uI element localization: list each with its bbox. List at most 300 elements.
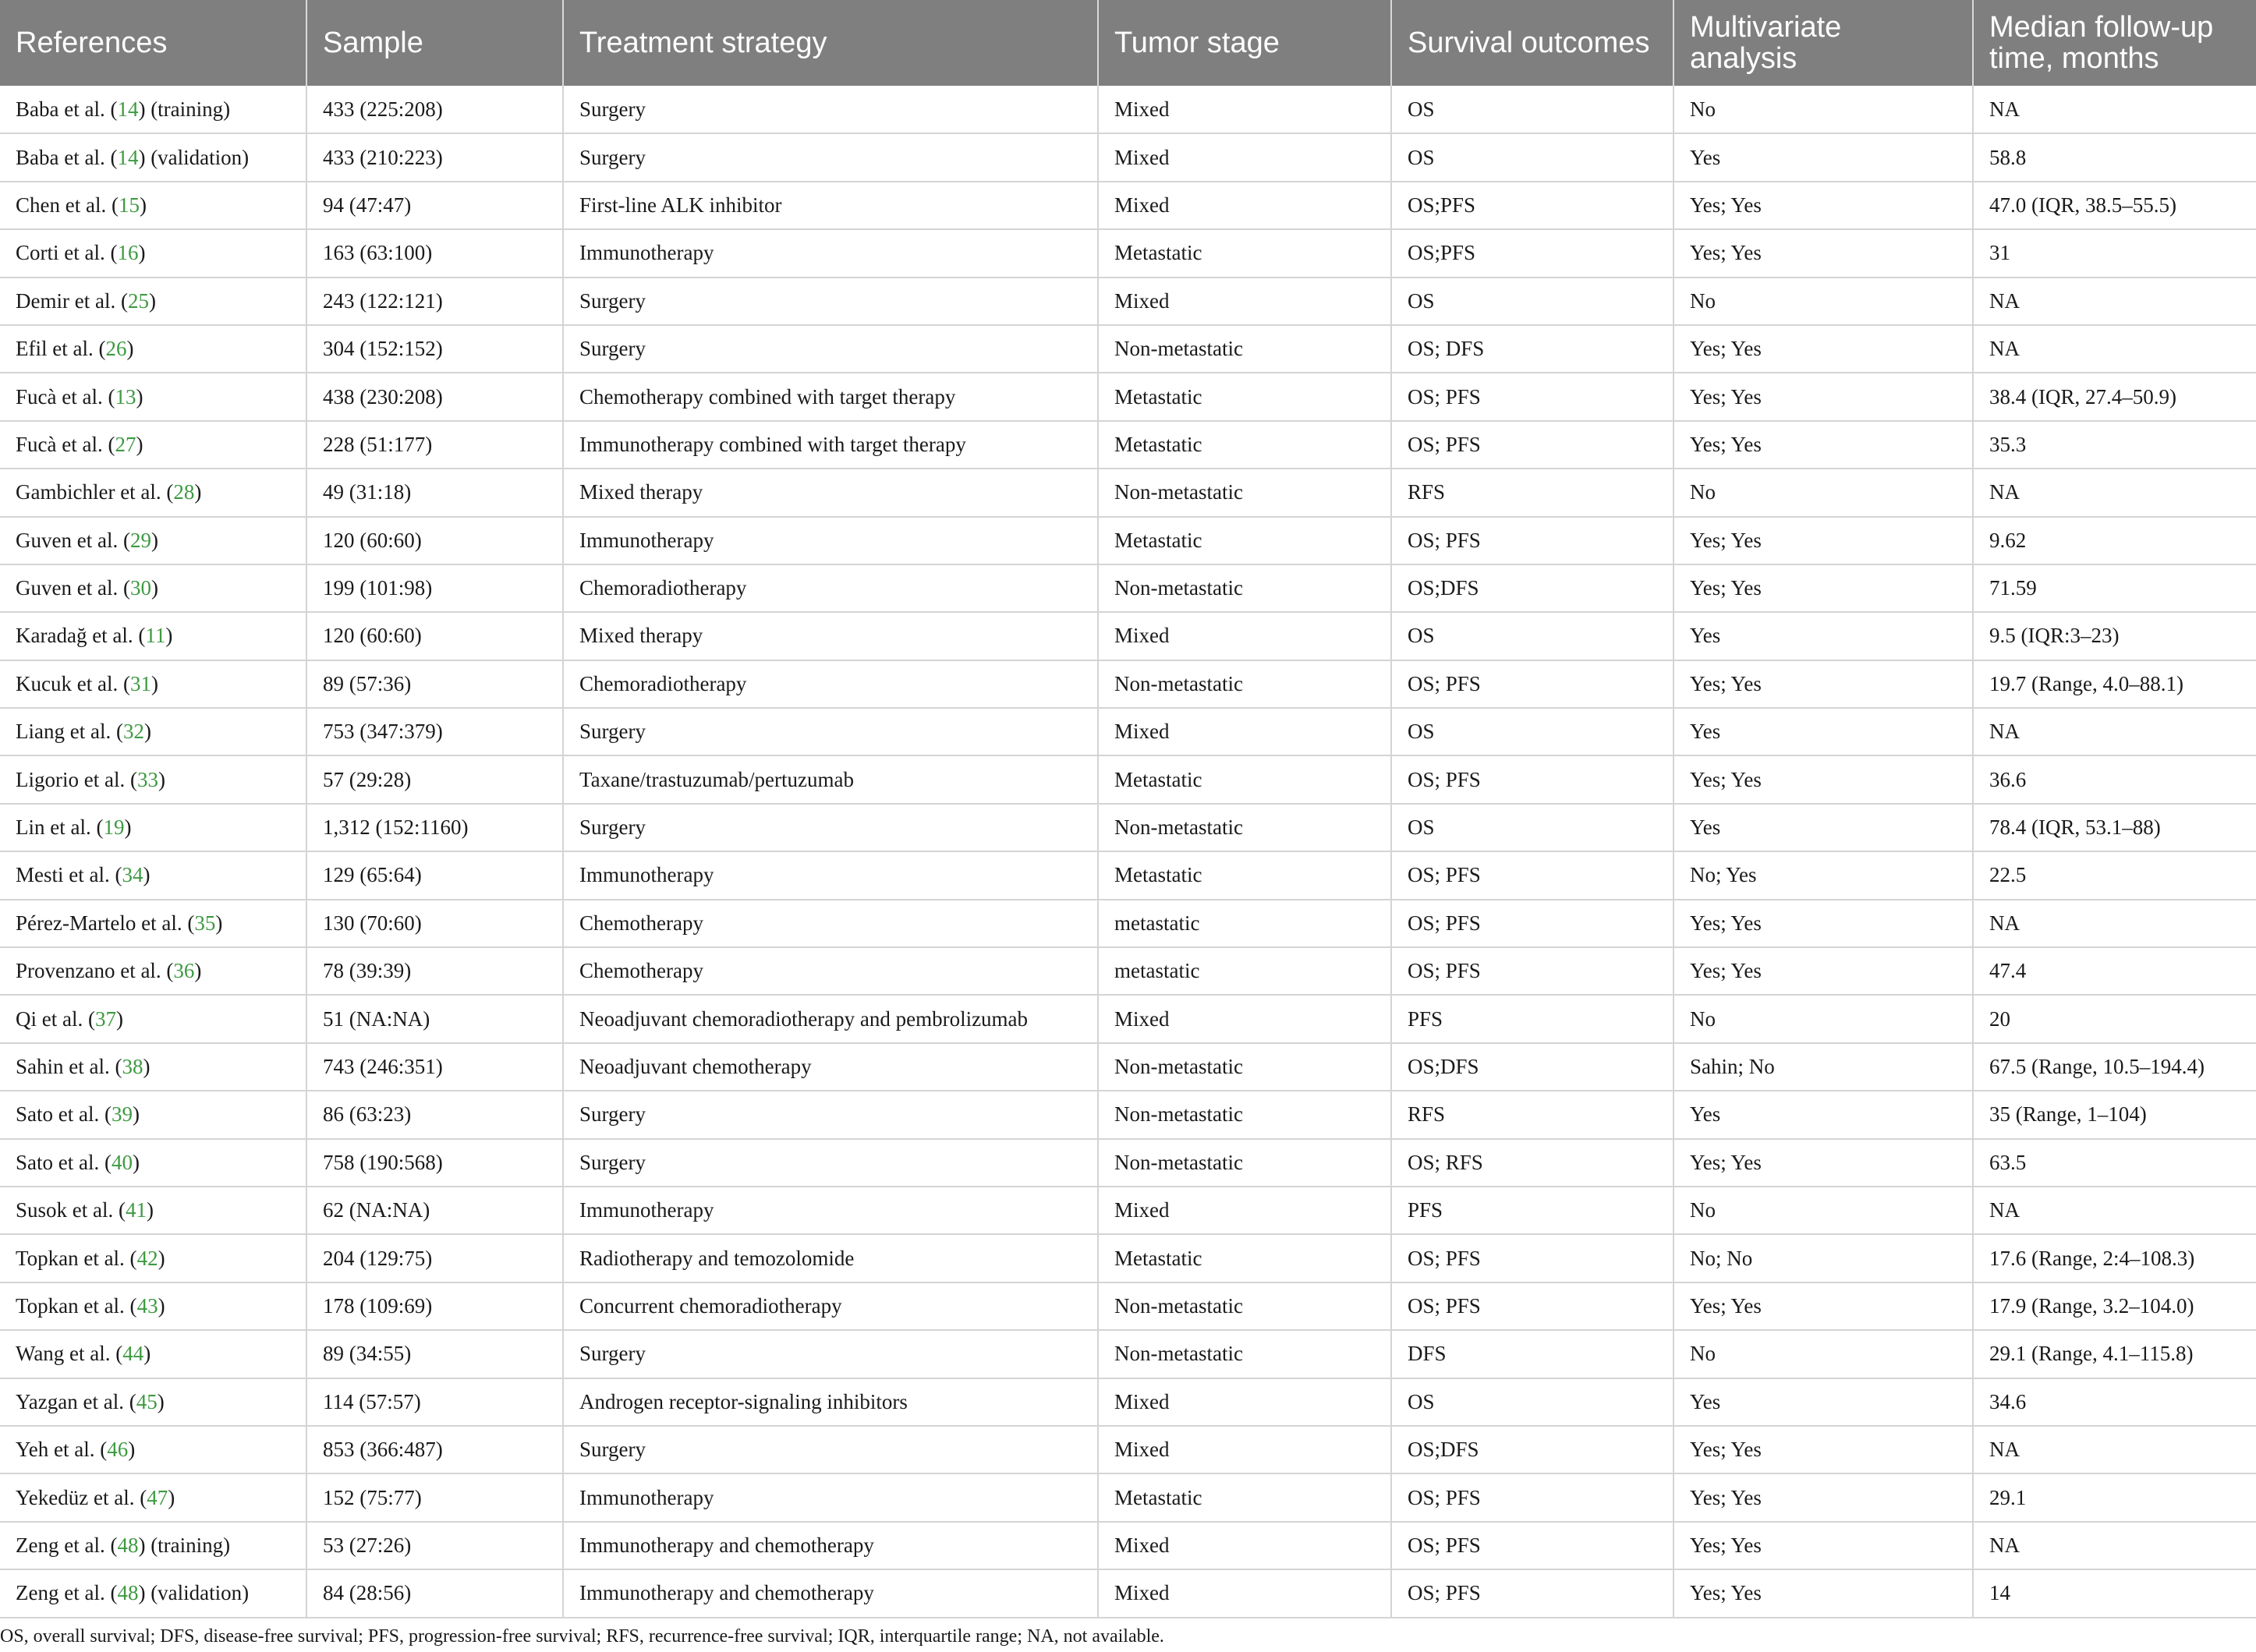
cell-tumor-stage: Mixed	[1098, 995, 1391, 1042]
cell-treatment-strategy: Androgen receptor-signaling inhibitors	[563, 1378, 1098, 1426]
cell-reference	[0, 278, 306, 325]
cell-median-follow-up: NA	[1973, 278, 2256, 325]
cell-sample: 743 (246:351)	[306, 1043, 563, 1091]
cell-reference	[0, 1043, 306, 1091]
cell-reference	[0, 373, 306, 420]
header-multivariate-analysis: Multivariate analysis	[1673, 0, 1973, 86]
cell-treatment-strategy: Surgery	[563, 1091, 1098, 1138]
cell-multivariate-analysis: No	[1673, 1187, 1973, 1234]
cell-multivariate-analysis: Yes; Yes	[1673, 421, 1973, 469]
table-row	[0, 851, 2256, 899]
cell-tumor-stage: Non-metastatic	[1098, 1091, 1391, 1138]
cell-sample: 1,312 (152:1160)	[306, 804, 563, 851]
cell-treatment-strategy: Immunotherapy combined with target therapy	[563, 421, 1098, 469]
cell-survival-outcomes: OS; PFS	[1391, 1569, 1673, 1617]
reference-citation-link[interactable]: 39	[111, 1102, 133, 1127]
reference-suffix: )	[138, 241, 146, 265]
cell-sample: 53 (27:26)	[306, 1522, 563, 1569]
cell-median-follow-up: NA	[1973, 325, 2256, 373]
cell-sample: 120 (60:60)	[306, 517, 563, 564]
cell-reference	[0, 660, 306, 708]
cell-sample: 49 (31:18)	[306, 469, 563, 516]
reference-citation-link[interactable]: 41	[126, 1198, 147, 1222]
reference-suffix: )	[136, 432, 143, 456]
cell-tumor-stage: Metastatic	[1098, 517, 1391, 564]
cell-reference	[0, 612, 306, 660]
cell-sample: 130 (70:60)	[306, 900, 563, 947]
cell-multivariate-analysis: Yes; Yes	[1673, 373, 1973, 420]
reference-author: Gambichler et al. (	[16, 480, 174, 504]
header-survival-outcomes: Survival outcomes	[1391, 0, 1673, 86]
cell-tumor-stage: Mixed	[1098, 1522, 1391, 1569]
cell-survival-outcomes: OS; PFS	[1391, 755, 1673, 803]
reference-author: Yekedüz et al. (	[16, 1485, 147, 1509]
cell-tumor-stage: Mixed	[1098, 278, 1391, 325]
cell-sample: 228 (51:177)	[306, 421, 563, 469]
cell-median-follow-up: 38.4 (IQR, 27.4–50.9)	[1973, 373, 2256, 420]
cell-survival-outcomes: OS	[1391, 804, 1673, 851]
cell-tumor-stage: Metastatic	[1098, 1473, 1391, 1521]
cell-survival-outcomes: PFS	[1391, 995, 1673, 1042]
reference-author: Baba et al. (	[16, 145, 118, 169]
reference-citation-link[interactable]: 14	[117, 145, 139, 169]
cell-tumor-stage: Non-metastatic	[1098, 1330, 1391, 1378]
cell-multivariate-analysis: Yes; Yes	[1673, 182, 1973, 229]
table-row	[0, 1522, 2256, 1569]
reference-author: Topkan et al. (	[16, 1293, 137, 1318]
cell-sample: 57 (29:28)	[306, 755, 563, 803]
reference-author: Fucà et al. (	[16, 432, 115, 456]
reference-author: Fucà et al. (	[16, 384, 115, 409]
cell-multivariate-analysis: No	[1673, 278, 1973, 325]
table-row	[0, 1043, 2256, 1091]
cell-median-follow-up: 20	[1973, 995, 2256, 1042]
cell-survival-outcomes: OS; PFS	[1391, 947, 1673, 995]
cell-tumor-stage: Non-metastatic	[1098, 469, 1391, 516]
cell-sample: 84 (28:56)	[306, 1569, 563, 1617]
cell-sample: 199 (101:98)	[306, 564, 563, 612]
cell-tumor-stage: Metastatic	[1098, 229, 1391, 277]
reference-citation-link[interactable]: 42	[136, 1246, 158, 1270]
cell-multivariate-analysis: Sahin; No	[1673, 1043, 1973, 1091]
reference-citation-link[interactable]: 26	[105, 337, 127, 361]
reference-author: Sato et al. (	[16, 1102, 112, 1127]
table-row	[0, 1569, 2256, 1617]
cell-survival-outcomes: OS;PFS	[1391, 229, 1673, 277]
cell-tumor-stage: Mixed	[1098, 1426, 1391, 1473]
cell-reference	[0, 995, 306, 1042]
cell-treatment-strategy: Taxane/trastuzumab/pertuzumab	[563, 755, 1098, 803]
cell-survival-outcomes: RFS	[1391, 1091, 1673, 1138]
reference-citation-link[interactable]: 27	[115, 432, 136, 456]
cell-multivariate-analysis: Yes	[1673, 804, 1973, 851]
cell-treatment-strategy: Surgery	[563, 1426, 1098, 1473]
reference-author: Lin et al. (	[16, 815, 104, 840]
cell-tumor-stage: Non-metastatic	[1098, 1139, 1391, 1187]
cell-tumor-stage: Mixed	[1098, 182, 1391, 229]
cell-multivariate-analysis: Yes; Yes	[1673, 1139, 1973, 1187]
cell-treatment-strategy: Chemoradiotherapy	[563, 660, 1098, 708]
table-row	[0, 133, 2256, 181]
cell-sample: 163 (63:100)	[306, 229, 563, 277]
reference-citation-link[interactable]: 40	[111, 1150, 133, 1174]
reference-citation-link[interactable]: 37	[94, 1006, 116, 1031]
cell-multivariate-analysis: Yes; Yes	[1673, 1473, 1973, 1521]
cell-sample: 89 (34:55)	[306, 1330, 563, 1378]
reference-author: Sahin et al. (	[16, 1055, 122, 1078]
cell-survival-outcomes: OS	[1391, 1378, 1673, 1426]
cell-median-follow-up: NA	[1973, 708, 2256, 755]
cell-sample: 304 (152:152)	[306, 325, 563, 373]
cell-treatment-strategy: Neoadjuvant chemotherapy	[563, 1043, 1098, 1091]
table-body	[0, 86, 2256, 1618]
cell-survival-outcomes: OS;DFS	[1391, 564, 1673, 612]
table-row	[0, 660, 2256, 708]
cell-median-follow-up: 36.6	[1973, 755, 2256, 803]
cell-treatment-strategy: Surgery	[563, 1139, 1098, 1187]
cell-sample: 86 (63:23)	[306, 1091, 563, 1138]
cell-tumor-stage: Non-metastatic	[1098, 1282, 1391, 1330]
reference-author: Baba et al. (	[16, 97, 118, 121]
cell-multivariate-analysis: Yes	[1673, 1091, 1973, 1138]
cell-survival-outcomes: OS	[1391, 612, 1673, 660]
header-tumor-stage: Tumor stage	[1098, 0, 1391, 86]
cell-treatment-strategy: Immunotherapy	[563, 851, 1098, 899]
reference-author: Zeng et al. (	[16, 1533, 118, 1557]
cell-multivariate-analysis: Yes	[1673, 133, 1973, 181]
cell-median-follow-up: 31	[1973, 229, 2256, 277]
reference-author: Ligorio et al. (	[16, 767, 137, 791]
table-row	[0, 612, 2256, 660]
cell-treatment-strategy: Immunotherapy and chemotherapy	[563, 1569, 1098, 1617]
reference-suffix: )	[158, 1293, 165, 1318]
cell-reference	[0, 86, 306, 133]
cell-sample: 129 (65:64)	[306, 851, 563, 899]
cell-median-follow-up: 47.0 (IQR, 38.5–55.5)	[1973, 182, 2256, 229]
cell-sample: 758 (190:568)	[306, 1139, 563, 1187]
reference-citation-link[interactable]: 48	[117, 1581, 139, 1605]
reference-citation-link[interactable]: 28	[173, 480, 195, 504]
cell-multivariate-analysis: Yes; Yes	[1673, 229, 1973, 277]
reference-suffix: )	[157, 1389, 165, 1413]
table-row	[0, 804, 2256, 851]
reference-author: Guven et al. (	[16, 528, 130, 552]
cell-survival-outcomes: OS; PFS	[1391, 851, 1673, 899]
table-row	[0, 1139, 2256, 1187]
cell-sample: 433 (225:208)	[306, 86, 563, 133]
reference-citation-link[interactable]: 31	[129, 671, 151, 695]
reference-citation-link[interactable]: 30	[129, 576, 151, 600]
reference-author: Yazgan et al. (	[16, 1389, 136, 1413]
cell-multivariate-analysis: Yes; Yes	[1673, 660, 1973, 708]
cell-reference	[0, 947, 306, 995]
cell-tumor-stage: Mixed	[1098, 1378, 1391, 1426]
cell-survival-outcomes: PFS	[1391, 1187, 1673, 1234]
cell-multivariate-analysis: Yes; Yes	[1673, 564, 1973, 612]
cell-reference	[0, 517, 306, 564]
reference-citation-link[interactable]: 43	[136, 1293, 158, 1318]
cell-reference	[0, 421, 306, 469]
cell-median-follow-up: 14	[1973, 1569, 2256, 1617]
cell-tumor-stage: Non-metastatic	[1098, 1043, 1391, 1091]
cell-treatment-strategy: Surgery	[563, 708, 1098, 755]
reference-author: Mesti et al. (	[16, 863, 122, 887]
cell-sample: 78 (39:39)	[306, 947, 563, 995]
table-row	[0, 995, 2256, 1042]
cell-reference	[0, 469, 306, 516]
reference-author: Sato et al. (	[16, 1150, 112, 1174]
cell-reference	[0, 229, 306, 277]
reference-suffix: )	[148, 288, 156, 313]
cell-survival-outcomes: OS	[1391, 278, 1673, 325]
cell-survival-outcomes: OS; PFS	[1391, 1522, 1673, 1569]
cell-median-follow-up: 29.1 (Range, 4.1–115.8)	[1973, 1330, 2256, 1378]
cell-multivariate-analysis: Yes	[1673, 708, 1973, 755]
cell-tumor-stage: Mixed	[1098, 86, 1391, 133]
cell-median-follow-up: NA	[1973, 86, 2256, 133]
reference-citation-link[interactable]: 15	[118, 193, 140, 217]
cell-tumor-stage: Mixed	[1098, 708, 1391, 755]
cell-reference	[0, 851, 306, 899]
reference-author: Zeng et al. (	[16, 1581, 118, 1605]
reference-author: Wang et al. (	[16, 1342, 123, 1366]
reference-author: Kucuk et al. (	[16, 671, 130, 695]
cell-median-follow-up: NA	[1973, 900, 2256, 947]
table-row	[0, 278, 2256, 325]
reference-author: Efil et al. (	[16, 337, 106, 361]
cell-multivariate-analysis: Yes; Yes	[1673, 947, 1973, 995]
cell-sample: 62 (NA:NA)	[306, 1187, 563, 1234]
reference-suffix: )	[168, 1485, 175, 1509]
cell-treatment-strategy: Surgery	[563, 804, 1098, 851]
cell-treatment-strategy: Immunotherapy	[563, 229, 1098, 277]
cell-reference	[0, 1091, 306, 1138]
reference-citation-link[interactable]: 47	[147, 1485, 168, 1509]
reference-suffix: )	[147, 1198, 154, 1222]
cell-survival-outcomes: OS; PFS	[1391, 1473, 1673, 1521]
cell-median-follow-up: 17.9 (Range, 3.2–104.0)	[1973, 1282, 2256, 1330]
table-row	[0, 1426, 2256, 1473]
reference-citation-link[interactable]: 44	[122, 1342, 144, 1366]
cell-median-follow-up: NA	[1973, 1187, 2256, 1234]
cell-survival-outcomes: OS;PFS	[1391, 182, 1673, 229]
reference-suffix: )	[194, 480, 202, 504]
cell-reference	[0, 1282, 306, 1330]
table-footnote: OS, overall survival; DFS, disease-free survival; PFS, progression-free survival; RFS, recurrence-free survival; IQR, interquartile range; NA, not available.	[0, 1625, 1164, 1647]
cell-survival-outcomes: RFS	[1391, 469, 1673, 516]
cell-survival-outcomes: OS; PFS	[1391, 900, 1673, 947]
cell-median-follow-up: NA	[1973, 1522, 2256, 1569]
cell-survival-outcomes: OS; PFS	[1391, 517, 1673, 564]
cell-median-follow-up: 63.5	[1973, 1139, 2256, 1187]
cell-multivariate-analysis: No	[1673, 86, 1973, 133]
cell-survival-outcomes: OS;DFS	[1391, 1426, 1673, 1473]
cell-median-follow-up: 78.4 (IQR, 53.1–88)	[1973, 804, 2256, 851]
cell-sample: 178 (109:69)	[306, 1282, 563, 1330]
cell-sample: 753 (347:379)	[306, 708, 563, 755]
cell-tumor-stage: Mixed	[1098, 1187, 1391, 1234]
cell-multivariate-analysis: Yes; Yes	[1673, 1522, 1973, 1569]
reference-suffix: )	[143, 863, 151, 887]
cell-treatment-strategy: Mixed therapy	[563, 612, 1098, 660]
table-row	[0, 421, 2256, 469]
reference-suffix: )	[215, 911, 223, 935]
reference-citation-link[interactable]: 14	[117, 97, 139, 121]
reference-citation-link[interactable]: 48	[117, 1533, 139, 1557]
reference-citation-link[interactable]: 45	[136, 1389, 158, 1413]
cell-median-follow-up: 35 (Range, 1–104)	[1973, 1091, 2256, 1138]
cell-sample: 51 (NA:NA)	[306, 995, 563, 1042]
cell-survival-outcomes: OS; RFS	[1391, 1139, 1673, 1187]
cell-sample: 243 (122:121)	[306, 278, 563, 325]
cell-reference	[0, 1522, 306, 1569]
cell-multivariate-analysis: No; No	[1673, 1234, 1973, 1282]
reference-citation-link[interactable]: 32	[122, 720, 144, 744]
reference-author: Provenzano et al. (	[16, 959, 174, 983]
reference-suffix: )	[124, 815, 132, 840]
cell-reference	[0, 708, 306, 755]
cell-multivariate-analysis: Yes; Yes	[1673, 1569, 1973, 1617]
table-row	[0, 517, 2256, 564]
cell-multivariate-analysis: Yes; Yes	[1673, 1426, 1973, 1473]
cell-survival-outcomes: OS	[1391, 133, 1673, 181]
cell-treatment-strategy: Immunotherapy	[563, 517, 1098, 564]
cell-treatment-strategy: Chemotherapy combined with target therapy	[563, 373, 1098, 420]
cell-reference	[0, 133, 306, 181]
reference-suffix: )	[126, 337, 134, 361]
cell-sample: 433 (210:223)	[306, 133, 563, 181]
reference-citation-link[interactable]: 34	[122, 863, 143, 887]
cell-survival-outcomes: DFS	[1391, 1330, 1673, 1378]
cell-reference	[0, 1378, 306, 1426]
reference-suffix: )	[158, 1246, 165, 1270]
cell-survival-outcomes: OS; DFS	[1391, 325, 1673, 373]
table-row	[0, 1330, 2256, 1378]
reference-suffix: ) (validation)	[138, 145, 250, 169]
reference-suffix: )	[151, 576, 158, 600]
cell-sample: 438 (230:208)	[306, 373, 563, 420]
reference-citation-link[interactable]: 35	[194, 911, 216, 935]
cell-treatment-strategy: Neoadjuvant chemoradiotherapy and pembrolizumab	[563, 995, 1098, 1042]
cell-reference	[0, 1234, 306, 1282]
reference-citation-link[interactable]: 38	[122, 1055, 143, 1078]
cell-multivariate-analysis: Yes	[1673, 1378, 1973, 1426]
cell-multivariate-analysis: No	[1673, 995, 1973, 1042]
cell-multivariate-analysis: Yes; Yes	[1673, 755, 1973, 803]
cell-multivariate-analysis: Yes; Yes	[1673, 900, 1973, 947]
reference-suffix: )	[136, 384, 143, 409]
cell-multivariate-analysis: Yes; Yes	[1673, 325, 1973, 373]
cell-treatment-strategy: Surgery	[563, 86, 1098, 133]
header-sample: Sample	[306, 0, 563, 86]
reference-citation-link[interactable]: 33	[136, 767, 158, 791]
table-row	[0, 947, 2256, 995]
cell-tumor-stage: Metastatic	[1098, 373, 1391, 420]
cell-reference	[0, 182, 306, 229]
cell-sample: 89 (57:36)	[306, 660, 563, 708]
reference-author: Demir et al. (	[16, 288, 128, 313]
cell-reference	[0, 1187, 306, 1234]
table-row	[0, 755, 2256, 803]
reference-author: Pérez-Martelo et al. (	[16, 911, 195, 935]
reference-author: Karadağ et al. (	[16, 624, 146, 648]
cell-treatment-strategy: Chemoradiotherapy	[563, 564, 1098, 612]
cell-reference	[0, 1139, 306, 1187]
reference-citation-link[interactable]: 13	[115, 384, 136, 409]
cell-treatment-strategy: Immunotherapy and chemotherapy	[563, 1522, 1098, 1569]
reference-author: Yeh et al. (	[16, 1438, 108, 1462]
cell-sample: 120 (60:60)	[306, 612, 563, 660]
cell-treatment-strategy: First-line ALK inhibitor	[563, 182, 1098, 229]
reference-suffix: )	[115, 1006, 123, 1031]
cell-treatment-strategy: Chemotherapy	[563, 900, 1098, 947]
cell-reference	[0, 755, 306, 803]
table-row	[0, 182, 2256, 229]
cell-median-follow-up: 19.7 (Range, 4.0–88.1)	[1973, 660, 2256, 708]
reference-citation-link[interactable]: 11	[145, 624, 166, 648]
cell-median-follow-up: 71.59	[1973, 564, 2256, 612]
cell-treatment-strategy: Radiotherapy and temozolomide	[563, 1234, 1098, 1282]
table-row	[0, 229, 2256, 277]
cell-reference	[0, 1426, 306, 1473]
reference-citation-link[interactable]: 25	[127, 288, 149, 313]
cell-median-follow-up: 47.4	[1973, 947, 2256, 995]
cell-multivariate-analysis: Yes; Yes	[1673, 517, 1973, 564]
cell-survival-outcomes: OS; PFS	[1391, 1282, 1673, 1330]
cell-treatment-strategy: Mixed therapy	[563, 469, 1098, 516]
table-row	[0, 708, 2256, 755]
cell-tumor-stage: Metastatic	[1098, 421, 1391, 469]
cell-median-follow-up: 58.8	[1973, 133, 2256, 181]
cell-tumor-stage: metastatic	[1098, 947, 1391, 995]
table-row	[0, 1378, 2256, 1426]
cell-reference	[0, 1473, 306, 1521]
header-treatment-strategy: Treatment strategy	[563, 0, 1098, 86]
reference-citation-link[interactable]: 16	[117, 241, 139, 265]
reference-suffix: ) (training)	[138, 97, 231, 121]
cell-median-follow-up: 35.3	[1973, 421, 2256, 469]
reference-suffix: )	[132, 1150, 140, 1174]
cell-tumor-stage: Metastatic	[1098, 1234, 1391, 1282]
cell-treatment-strategy: Surgery	[563, 1330, 1098, 1378]
cell-tumor-stage: Mixed	[1098, 612, 1391, 660]
reference-suffix: )	[143, 720, 151, 744]
cell-treatment-strategy: Surgery	[563, 325, 1098, 373]
cell-survival-outcomes: OS; PFS	[1391, 373, 1673, 420]
cell-tumor-stage: Non-metastatic	[1098, 804, 1391, 851]
cell-treatment-strategy: Concurrent chemoradiotherapy	[563, 1282, 1098, 1330]
cell-tumor-stage: metastatic	[1098, 900, 1391, 947]
cell-sample: 853 (366:487)	[306, 1426, 563, 1473]
cell-survival-outcomes: OS	[1391, 86, 1673, 133]
cell-tumor-stage: Mixed	[1098, 133, 1391, 181]
table-row	[0, 1473, 2256, 1521]
cell-tumor-stage: Metastatic	[1098, 851, 1391, 899]
reference-citation-link[interactable]: 36	[173, 959, 195, 983]
table-row	[0, 86, 2256, 133]
reference-author: Susok et al. (	[16, 1198, 126, 1222]
table-row	[0, 1282, 2256, 1330]
reference-citation-link[interactable]: 19	[103, 815, 125, 840]
reference-author: Topkan et al. (	[16, 1246, 137, 1270]
cell-survival-outcomes: OS;DFS	[1391, 1043, 1673, 1091]
reference-citation-link[interactable]: 29	[129, 528, 151, 552]
reference-suffix: )	[132, 1102, 140, 1127]
reference-suffix: ) (training)	[138, 1533, 231, 1557]
reference-citation-link[interactable]: 46	[107, 1438, 129, 1462]
reference-author: Guven et al. (	[16, 576, 130, 600]
cell-survival-outcomes: OS; PFS	[1391, 660, 1673, 708]
